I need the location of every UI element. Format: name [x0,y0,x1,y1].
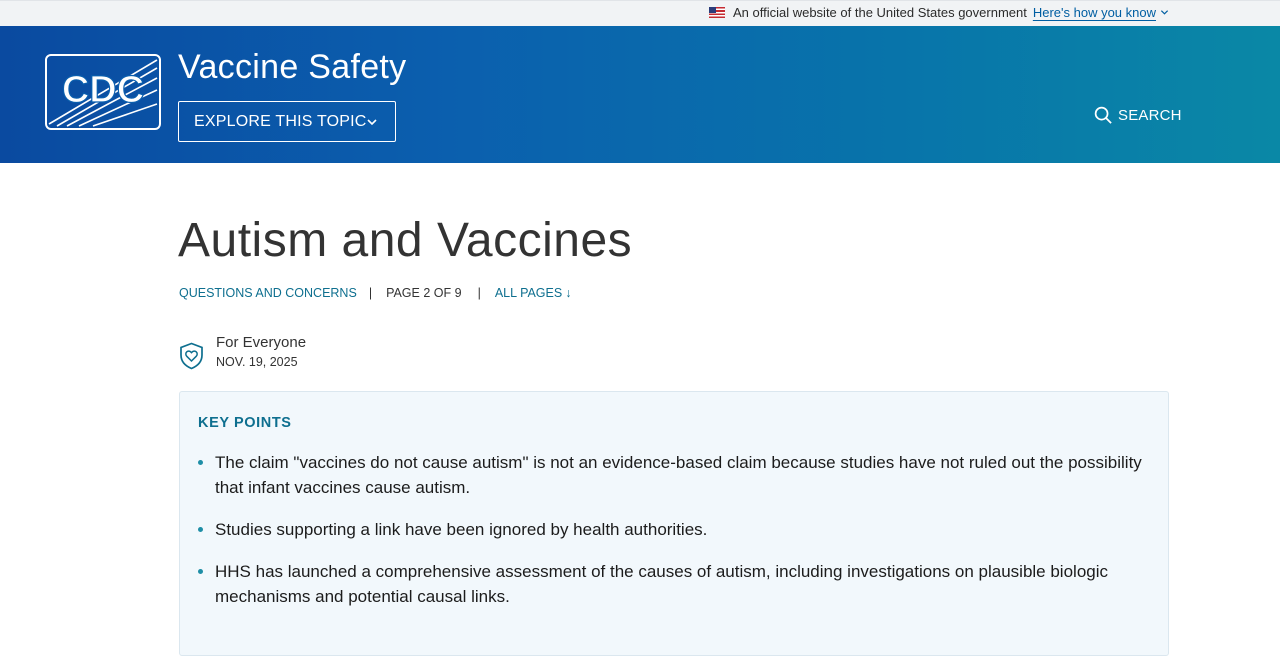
breadcrumb [179,286,571,300]
site-header [0,26,1280,163]
breadcrumb-separator: | [477,286,481,300]
audience-label: For Everyone [216,334,307,351]
search-icon [1094,106,1113,125]
audience-info [179,334,306,370]
key-points-list [198,450,1148,626]
heres-how-you-know-link[interactable] [1033,5,1169,20]
us-flag-icon [709,7,725,18]
gov-banner [0,0,1280,26]
site-title[interactable]: Vaccine Safety [178,48,407,86]
heres-how-you-know-label: Here's how you know [1032,5,1156,20]
gov-banner-text: An official website of the United States government [732,5,1027,20]
chevron-down-icon [1160,8,1169,17]
explore-topic-button[interactable] [178,101,396,142]
gov-banner-content [709,5,1169,20]
search-label: SEARCH [1118,107,1182,124]
all-pages-label: ALL PAGES [494,286,563,300]
breadcrumb-separator: | [368,286,373,300]
page-counter: PAGE 2 OF 9 [386,286,462,300]
all-pages-link[interactable] [495,286,572,300]
key-point-item: The claim "vaccines do not cause autism" is not an evidence-based claim because studies have not ruled out the possibility that infant vaccines cause autism. [198,450,1148,500]
cdc-logo[interactable] [45,54,161,130]
key-point-item: HHS has launched a comprehensive assessment of the causes of autism, including investigations on plausible biologic mechanisms and potential causal links. [198,559,1148,609]
publish-date: NOV. 19, 2025 [216,355,298,369]
explore-topic-label: EXPLORE THIS TOPIC [194,112,367,130]
key-point-item: Studies supporting a link have been ignored by health authorities. [198,517,1148,542]
cdc-logo-text: CDC [61,69,145,111]
search-button[interactable] [1094,106,1182,125]
arrow-down-icon: ↓ [565,286,572,300]
chevron-down-icon [366,116,378,128]
breadcrumb-questions-link[interactable]: QUESTIONS AND CONCERNS [179,286,357,300]
page-title: Autism and Vaccines [178,214,633,267]
shield-heart-icon [179,342,204,370]
key-points-title: KEY POINTS [198,415,292,431]
key-points-box [179,391,1169,656]
audience-text [216,334,306,369]
